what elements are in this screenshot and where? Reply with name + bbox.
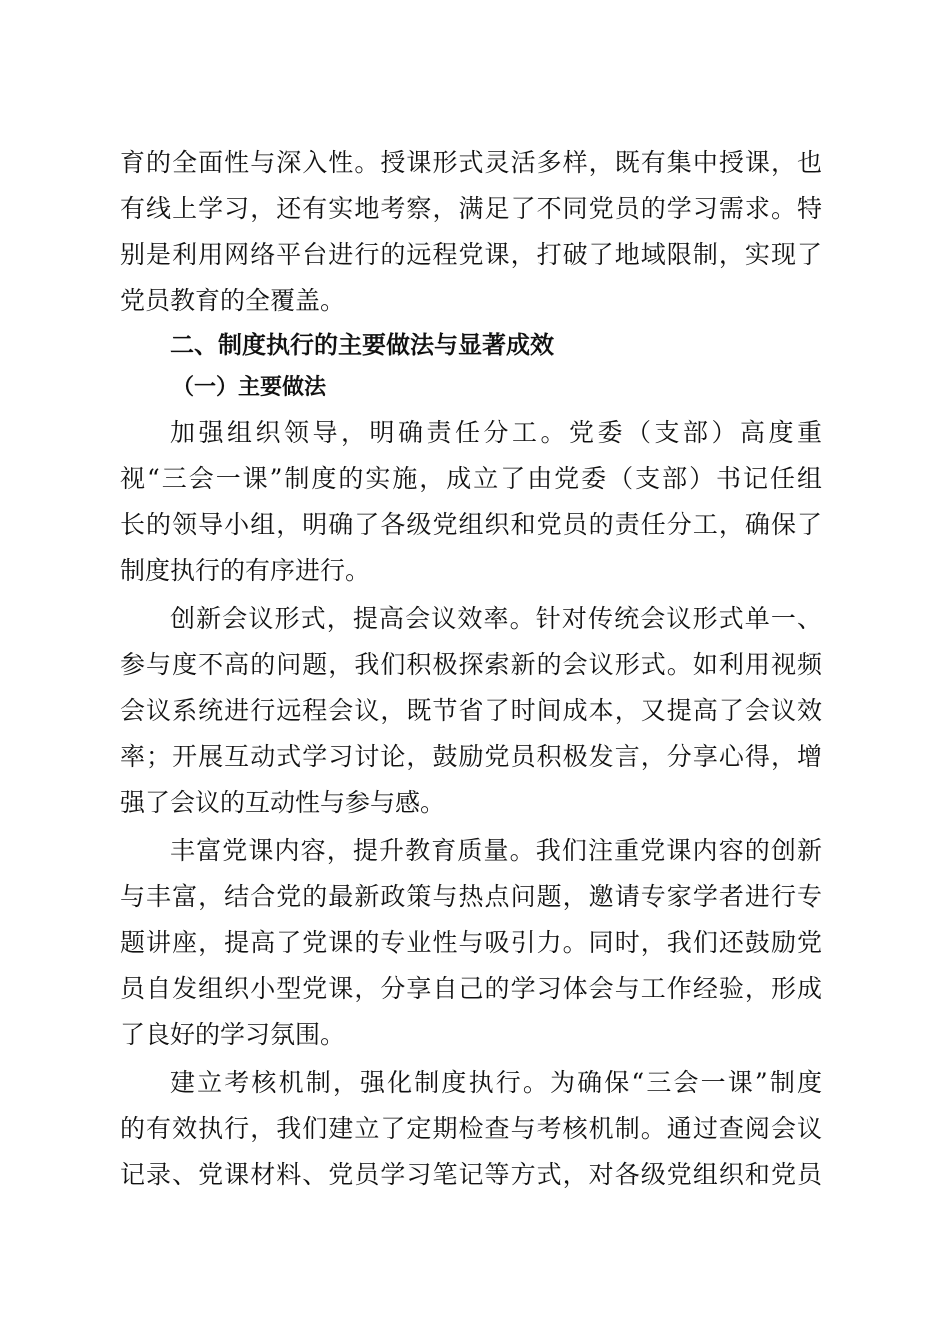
paragraph-first-line: 加强组织领导，明确责任分工。党委（支部）高度重 — [170, 418, 822, 447]
paragraph-first-line: 建立考核机制，强化制度执行。为确保“三会一课”制度 — [170, 1068, 822, 1097]
body-text-line: 育的全面性与深入性。授课形式灵活多样，既有集中授课，也 — [120, 148, 822, 177]
body-text-line: 视“三会一课”制度的实施，成立了由党委（支部）书记任组 — [120, 464, 822, 493]
body-text-line: 参与度不高的问题，我们积极探索新的会议形式。如利用视频 — [120, 650, 822, 679]
paragraph-first-line: 创新会议形式，提高会议效率。针对传统会议形式单一、 — [170, 604, 822, 633]
body-text-line: 的有效执行，我们建立了定期检查与考核机制。通过查阅会议 — [120, 1114, 822, 1143]
body-text-line: 记录、党课材料、党员学习笔记等方式，对各级党组织和党员 — [120, 1160, 822, 1189]
body-text-line: 题讲座，提高了党课的专业性与吸引力。同时，我们还鼓励党 — [120, 928, 822, 957]
body-text-line: 有线上学习，还有实地考察，满足了不同党员的学习需求。特 — [120, 194, 822, 223]
body-text-line: 长的领导小组，明确了各级党组织和党员的责任分工，确保了 — [120, 510, 822, 539]
subsection-heading: （一）主要做法 — [172, 374, 327, 400]
body-text-line: 别是利用网络平台进行的远程党课，打破了地域限制，实现了 — [120, 240, 822, 269]
body-text-line: 员自发组织小型党课，分享自己的学习体会与工作经验，形成 — [120, 974, 822, 1003]
body-text-line: 制度执行的有序进行。 — [120, 556, 371, 585]
body-text-line: 了良好的学习氛围。 — [120, 1020, 346, 1049]
section-heading: 二、制度执行的主要做法与显著成效 — [170, 331, 554, 359]
body-text-line: 与丰富，结合党的最新政策与热点问题，邀请专家学者进行专 — [120, 882, 822, 911]
body-text-line: 党员教育的全覆盖。 — [120, 286, 346, 315]
body-text-line: 会议系统进行远程会议，既节省了时间成本，又提高了会议效 — [120, 696, 822, 725]
body-text-line: 强了会议的互动性与参与感。 — [120, 788, 446, 817]
body-text-line: 率；开展互动式学习讨论，鼓励党员积极发言，分享心得，增 — [120, 742, 822, 771]
paragraph-first-line: 丰富党课内容，提升教育质量。我们注重党课内容的创新 — [170, 836, 822, 865]
